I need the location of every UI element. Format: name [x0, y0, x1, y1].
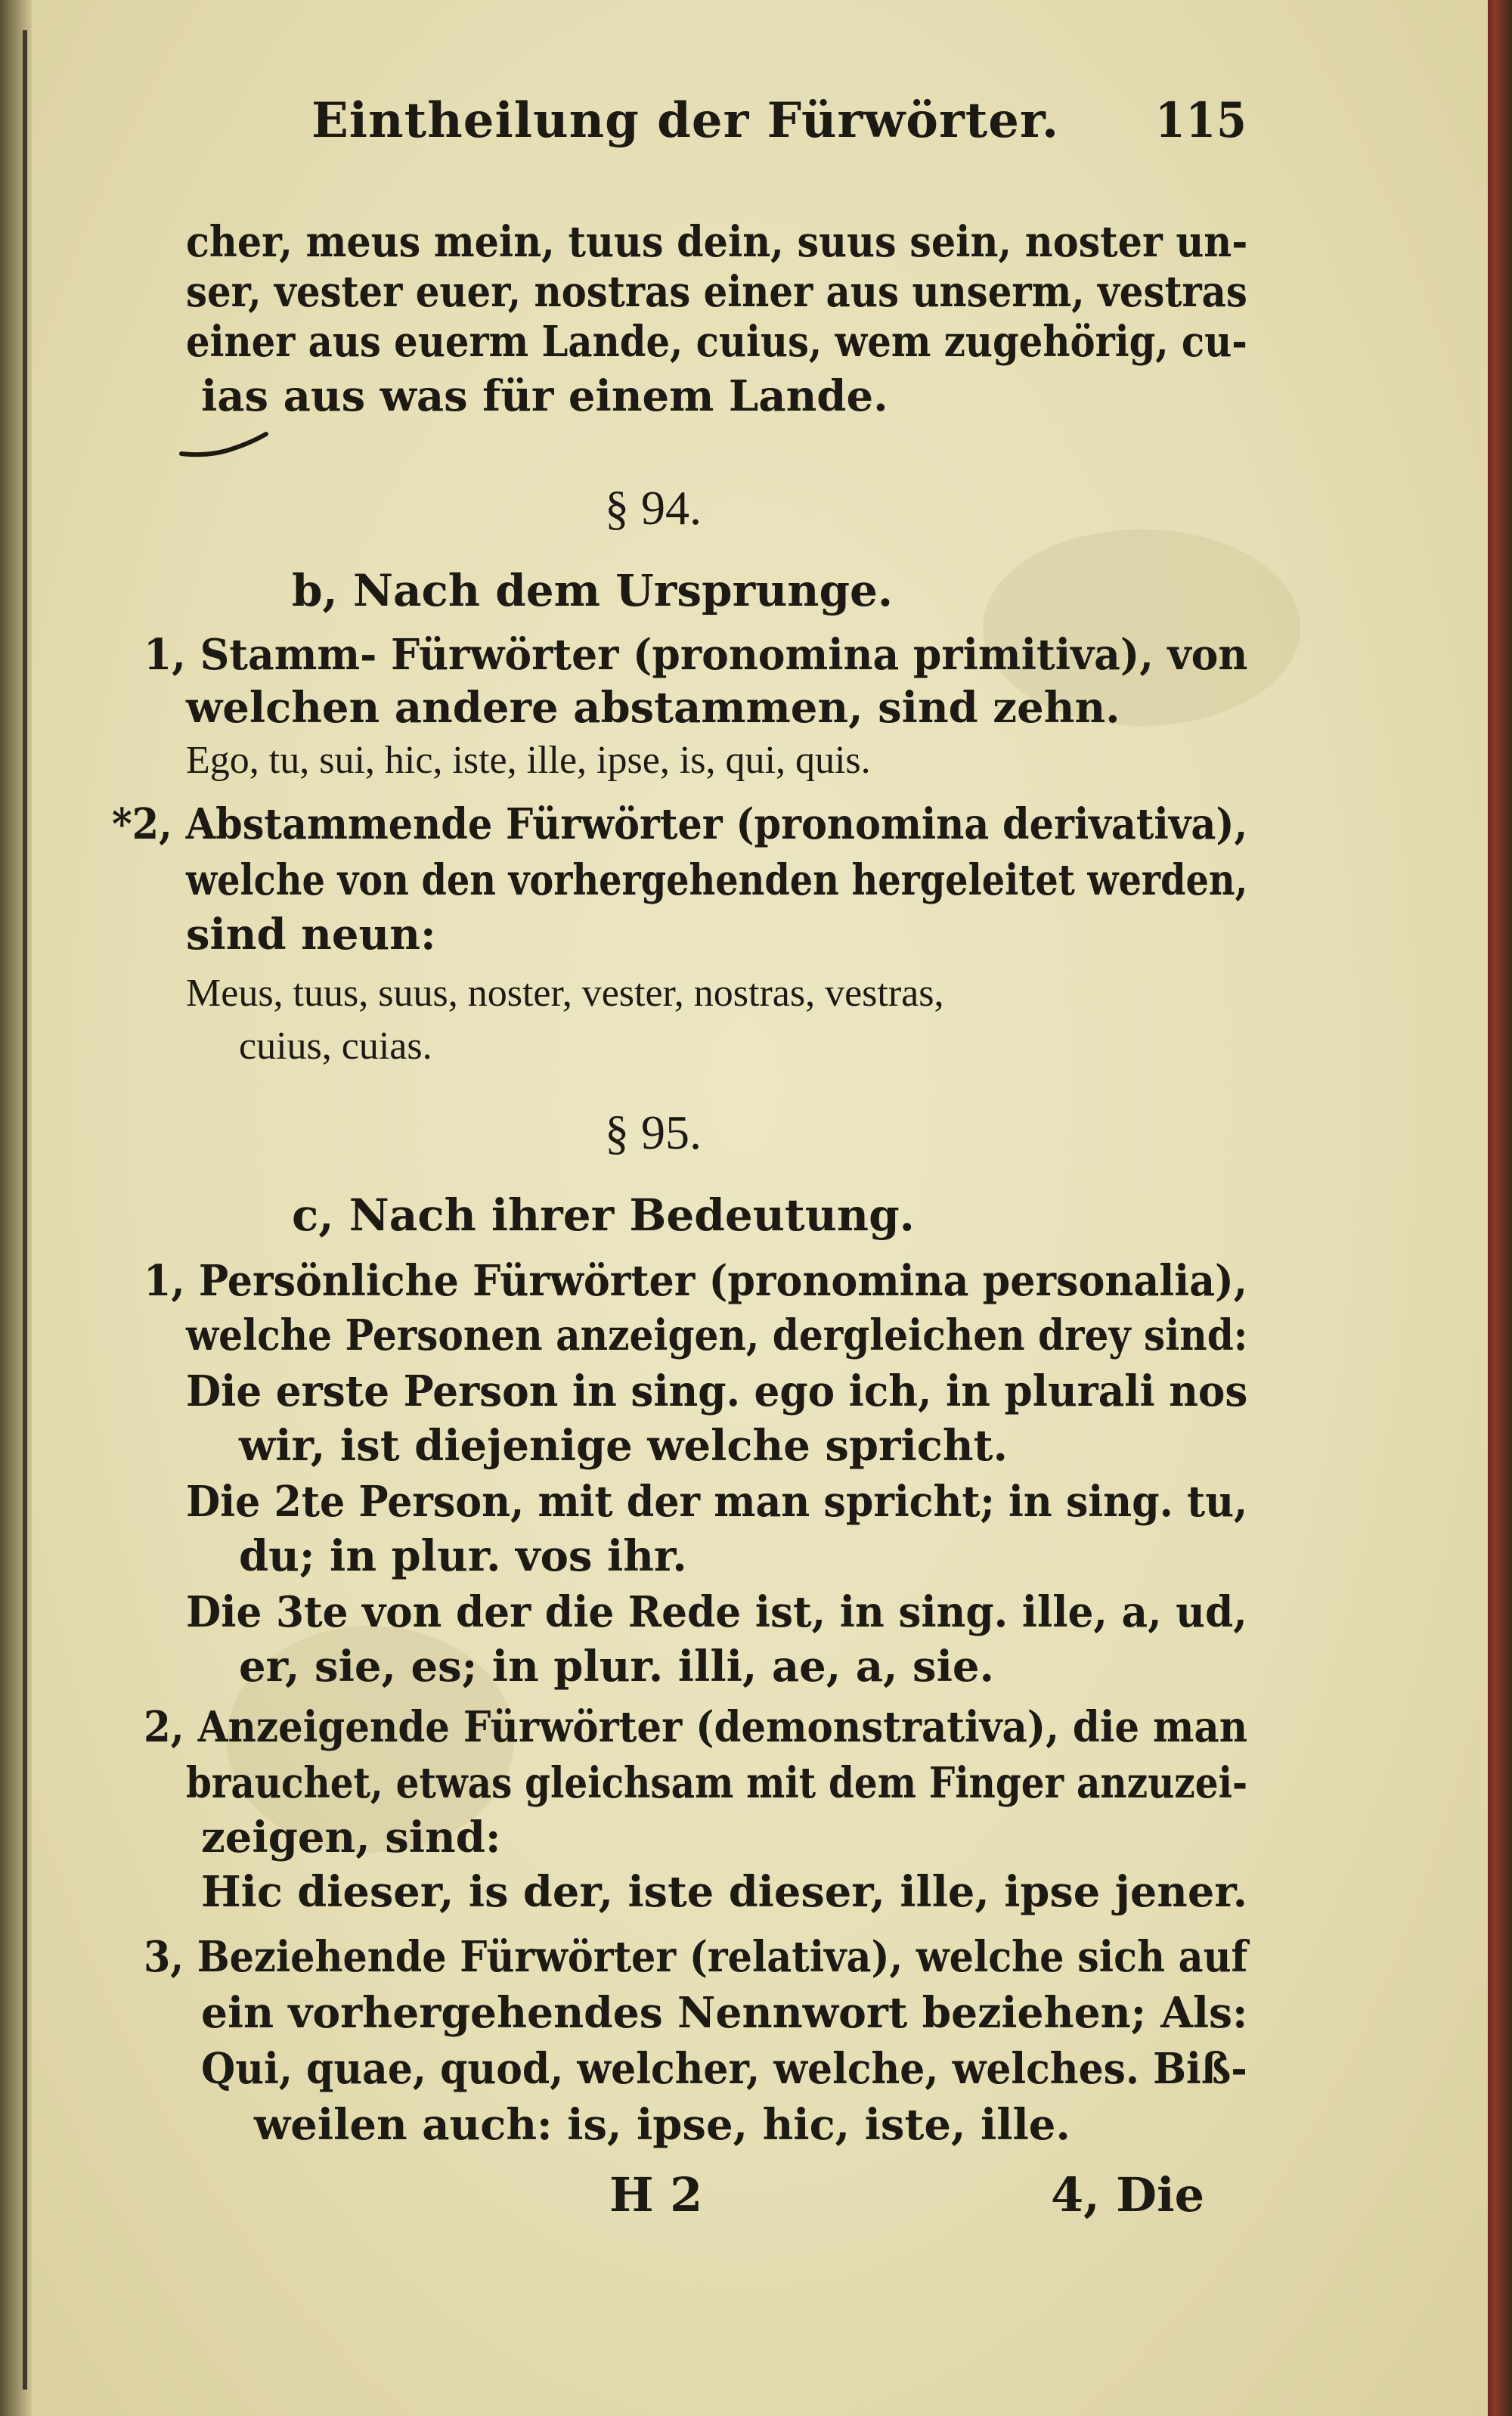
text-line: Die 2te Person, mit der man spricht; in sing. tu,: [186, 1477, 1248, 1527]
section-subheading: b, Nach dem Ursprunge.: [292, 565, 894, 616]
text-line: 1, Persönliche Fürwörter (pronomina personalia),: [144, 1256, 1247, 1306]
section-subheading: c, Nach ihrer Bedeutung.: [292, 1189, 915, 1241]
ink-mark: [178, 431, 269, 461]
text-line: *2, Abstammende Fürwörter (pronomina derivativa),: [112, 799, 1248, 849]
text-line: weilen auch: is, ipse, hic, iste, ille.: [254, 2100, 1070, 2150]
text-line: welche Personen anzeigen, dergleichen drey sind:: [186, 1310, 1248, 1360]
text-line: brauchet, etwas gleichsam mit dem Finger anzuzei-: [186, 1758, 1248, 1808]
text-line: er, sie, es; in plur. illi, ae, a, sie.: [239, 1642, 994, 1692]
text-line: einer aus euerm Lande, cuius, wem zugehörig, cu-: [186, 317, 1247, 367]
text-line: welchen andere abstammen, sind zehn.: [186, 683, 1120, 733]
text-line: 2, Anzeigende Fürwörter (demonstrativa), die man: [144, 1702, 1248, 1752]
next-page-edge: [1488, 0, 1512, 2416]
section-heading: § 95.: [605, 1106, 702, 1159]
text-line: sind neun:: [186, 910, 436, 960]
running-header: Eintheilung der Fürwörter.: [311, 92, 1060, 149]
text-line: Hic dieser, is der, iste dieser, ille, ipse jener.: [201, 1867, 1247, 1917]
signature-mark: H 2: [609, 2167, 703, 2222]
text-line: ser, vester euer, nostras einer aus unserm, vestras: [186, 267, 1247, 317]
text-line: cher, meus mein, tuus dein, suus sein, noster un-: [186, 217, 1248, 267]
page-number: 115: [1155, 92, 1247, 149]
text-line: ein vorhergehendes Nennwort beziehen; Als:: [201, 1988, 1248, 2038]
text-line: ias aus was für einem Lande.: [201, 371, 888, 421]
text-line: 1, Stamm- Fürwörter (pronomina primitiva), von: [144, 630, 1248, 680]
text-line: zeigen, sind:: [201, 1813, 501, 1862]
text-line: welche von den vorhergehenden hergeleitet werden,: [186, 855, 1248, 905]
binding-edge: [23, 30, 27, 2390]
text-line: du; in plur. vos ihr.: [239, 1531, 687, 1581]
text-line: Die erste Person in sing. ego ich, in plurali nos: [186, 1366, 1248, 1416]
text-line: Die 3te von der die Rede ist, in sing. ille, a, ud,: [186, 1587, 1247, 1637]
text-line: wir, ist diejenige welche spricht.: [239, 1421, 1008, 1471]
latin-line: Ego, tu, sui, hic, iste, ille, ipse, is, qui, quis.: [186, 739, 871, 782]
latin-line: Meus, tuus, suus, noster, vester, nostras, vestras,: [186, 972, 944, 1015]
text-line: Qui, quae, quod, welcher, welche, welches. Biß-: [201, 2044, 1247, 2094]
text-line: 3, Beziehende Fürwörter (relativa), welche sich auf: [144, 1932, 1248, 1982]
latin-line: cuius, cuias.: [239, 1025, 432, 1068]
section-heading: § 94.: [605, 481, 702, 535]
catchword: 4, Die: [1051, 2167, 1205, 2222]
